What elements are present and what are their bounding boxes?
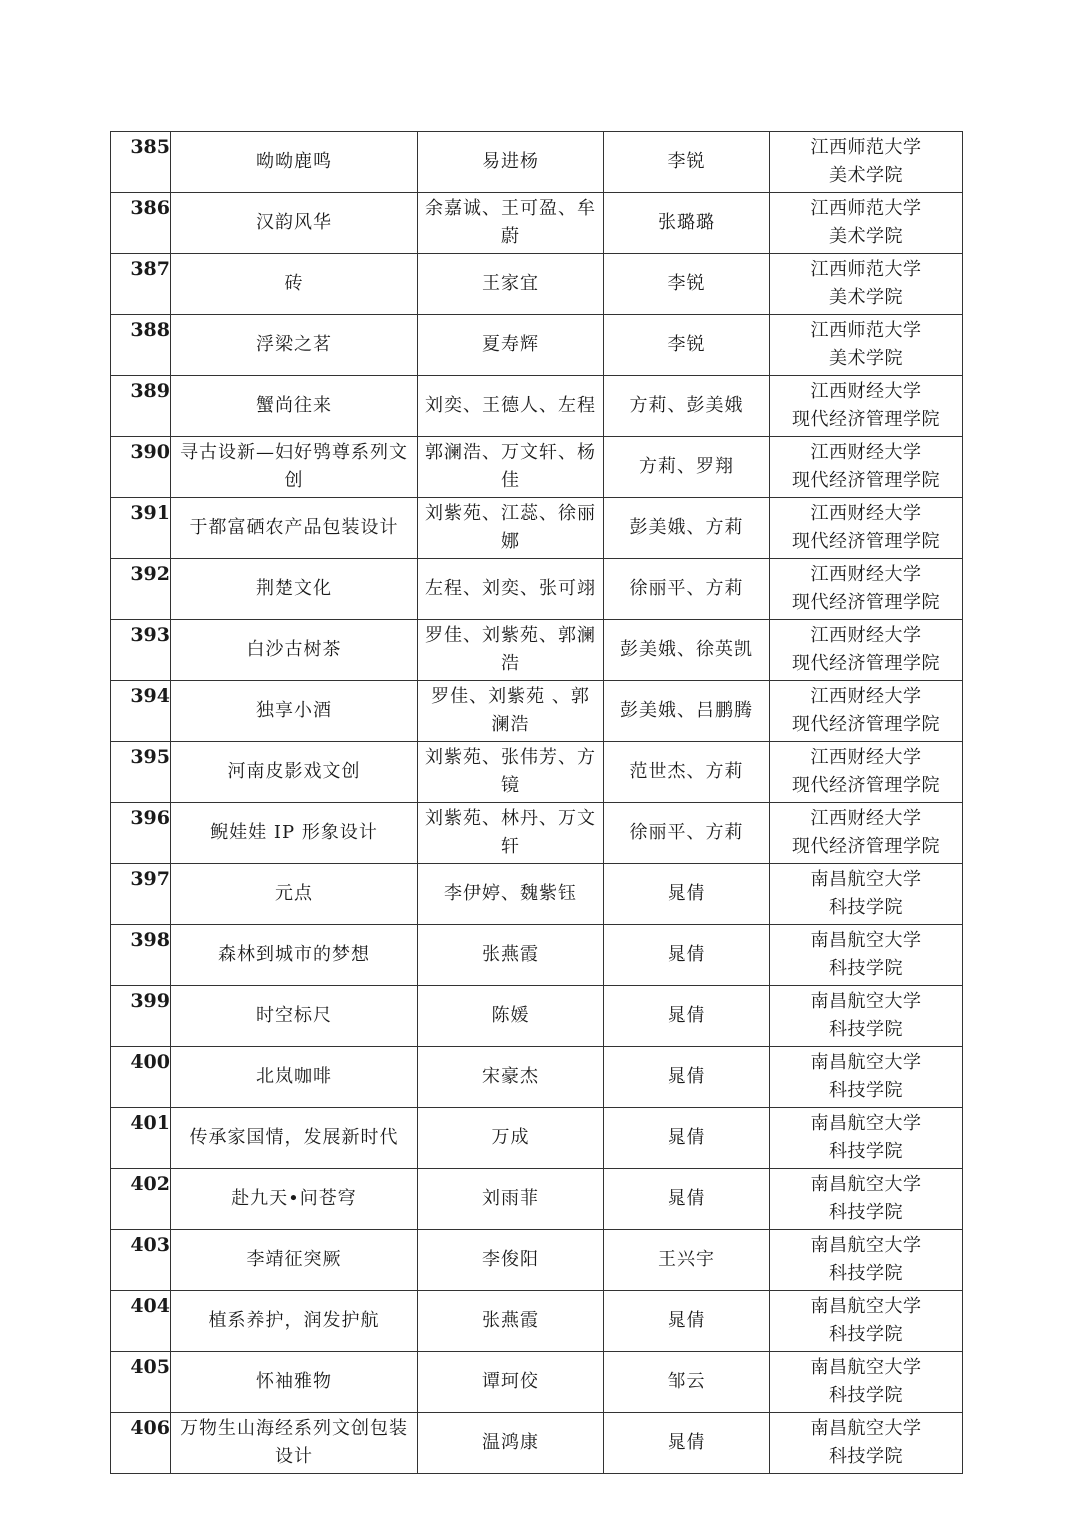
- organization-college: 美术学院: [829, 348, 903, 369]
- author-names: 刘雨菲: [418, 1169, 604, 1230]
- author-names: 宋豪杰: [418, 1047, 604, 1108]
- table-row: [111, 1413, 963, 1474]
- advisor-names: 晁倩: [604, 986, 770, 1047]
- entry-number: 397: [111, 864, 171, 925]
- author-names: 陈媛: [418, 986, 604, 1047]
- organization-college: 科技学院: [829, 1019, 903, 1040]
- advisor-names: 邹云: [604, 1352, 770, 1413]
- organization-college: 科技学院: [829, 1385, 903, 1406]
- work-title: 荆楚文化: [171, 559, 418, 620]
- work-title: 寻古设新—妇好鸮尊系列文创: [171, 437, 418, 498]
- organization: [770, 1169, 963, 1230]
- entry-number: 401: [111, 1108, 171, 1169]
- work-title: 植系养护，润发护航: [171, 1291, 418, 1352]
- advisor-names: 范世杰、方莉: [604, 742, 770, 803]
- organization: [770, 559, 963, 620]
- organization: [770, 132, 963, 193]
- author-names: 罗佳、刘紫苑、郭澜浩: [418, 620, 604, 681]
- entry-number: 390: [111, 437, 171, 498]
- advisor-names: 彭美娥、吕鹏腾: [604, 681, 770, 742]
- organization: [770, 376, 963, 437]
- work-title: 北岚咖啡: [171, 1047, 418, 1108]
- organization-college: 科技学院: [829, 1263, 903, 1284]
- table-row: [111, 193, 963, 254]
- organization: [770, 620, 963, 681]
- advisor-names: 李锐: [604, 254, 770, 315]
- organization-university: 江西财经大学: [810, 747, 922, 768]
- organization-college: 现代经济管理学院: [792, 775, 940, 796]
- organization-university: 南昌航空大学: [810, 1418, 922, 1439]
- author-names: 王家宜: [418, 254, 604, 315]
- author-names: 张燕霞: [418, 925, 604, 986]
- work-title: 白沙古树茶: [171, 620, 418, 681]
- entry-number: 403: [111, 1230, 171, 1291]
- organization-college: 科技学院: [829, 1080, 903, 1101]
- organization-university: 江西财经大学: [810, 503, 922, 524]
- organization-college: 科技学院: [829, 1202, 903, 1223]
- organization-college: 科技学院: [829, 1141, 903, 1162]
- advisor-names: 李锐: [604, 315, 770, 376]
- organization-college: 现代经济管理学院: [792, 470, 940, 491]
- organization-university: 江西财经大学: [810, 625, 922, 646]
- advisor-names: 晁倩: [604, 1047, 770, 1108]
- work-title: 呦呦鹿鸣: [171, 132, 418, 193]
- advisor-names: 方莉、彭美娥: [604, 376, 770, 437]
- table-row: [111, 803, 963, 864]
- organization-university: 江西师范大学: [810, 320, 922, 341]
- organization-university: 江西师范大学: [810, 137, 922, 158]
- author-names: 李伊婷、魏紫钰: [418, 864, 604, 925]
- advisor-names: 徐丽平、方莉: [604, 559, 770, 620]
- organization-college: 科技学院: [829, 1446, 903, 1467]
- table-row: [111, 132, 963, 193]
- organization: [770, 193, 963, 254]
- organization: [770, 864, 963, 925]
- advisor-names: 方莉、罗翔: [604, 437, 770, 498]
- author-names: 李俊阳: [418, 1230, 604, 1291]
- table-row: [111, 1169, 963, 1230]
- organization-college: 美术学院: [829, 226, 903, 247]
- organization: [770, 254, 963, 315]
- table-row: [111, 315, 963, 376]
- table-row: [111, 437, 963, 498]
- advisor-names: 晁倩: [604, 925, 770, 986]
- advisor-names: 李锐: [604, 132, 770, 193]
- entry-number: 398: [111, 925, 171, 986]
- entry-number: 402: [111, 1169, 171, 1230]
- work-title: 砖: [171, 254, 418, 315]
- advisor-names: 彭美娥、方莉: [604, 498, 770, 559]
- entry-number: 396: [111, 803, 171, 864]
- organization-college: 现代经济管理学院: [792, 653, 940, 674]
- table-row: [111, 1047, 963, 1108]
- organization-university: 南昌航空大学: [810, 1235, 922, 1256]
- organization: [770, 315, 963, 376]
- organization: [770, 1047, 963, 1108]
- advisor-names: 晁倩: [604, 1291, 770, 1352]
- entry-number: 399: [111, 986, 171, 1047]
- organization-university: 江西财经大学: [810, 442, 922, 463]
- organization-college: 现代经济管理学院: [792, 531, 940, 552]
- advisor-names: 晁倩: [604, 864, 770, 925]
- organization-university: 南昌航空大学: [810, 1296, 922, 1317]
- organization-college: 现代经济管理学院: [792, 714, 940, 735]
- work-title: 怀袖雅物: [171, 1352, 418, 1413]
- author-names: 刘紫苑、江蕊、徐丽娜: [418, 498, 604, 559]
- table-row: [111, 742, 963, 803]
- table-row: [111, 925, 963, 986]
- author-names: 万成: [418, 1108, 604, 1169]
- entry-number: 385: [111, 132, 171, 193]
- work-title: 元点: [171, 864, 418, 925]
- work-title: 时空标尺: [171, 986, 418, 1047]
- organization-college: 美术学院: [829, 287, 903, 308]
- table-row: [111, 620, 963, 681]
- organization: [770, 1352, 963, 1413]
- author-names: 余嘉诚、王可盈、牟蔚: [418, 193, 604, 254]
- organization-college: 美术学院: [829, 165, 903, 186]
- work-title: 于都富硒农产品包装设计: [171, 498, 418, 559]
- work-title: 万物生山海经系列文创包装设计: [171, 1413, 418, 1474]
- organization-university: 南昌航空大学: [810, 1357, 922, 1378]
- table-row: [111, 864, 963, 925]
- entry-number: 387: [111, 254, 171, 315]
- organization-college: 科技学院: [829, 897, 903, 918]
- organization: [770, 1108, 963, 1169]
- author-names: 郭澜浩、万文轩、杨佳: [418, 437, 604, 498]
- entry-number: 406: [111, 1413, 171, 1474]
- advisor-names: 王兴宇: [604, 1230, 770, 1291]
- organization-university: 南昌航空大学: [810, 930, 922, 951]
- work-title: 河南皮影戏文创: [171, 742, 418, 803]
- advisor-names: 晁倩: [604, 1108, 770, 1169]
- entry-number: 395: [111, 742, 171, 803]
- work-title: 赴九天•问苍穹: [171, 1169, 418, 1230]
- author-names: 罗佳、刘紫苑 、郭澜浩: [418, 681, 604, 742]
- organization: [770, 1291, 963, 1352]
- entry-number: 389: [111, 376, 171, 437]
- organization-college: 科技学院: [829, 958, 903, 979]
- organization: [770, 803, 963, 864]
- entry-number: 393: [111, 620, 171, 681]
- author-names: 谭珂佼: [418, 1352, 604, 1413]
- organization: [770, 1413, 963, 1474]
- table-row: [111, 986, 963, 1047]
- organization: [770, 1230, 963, 1291]
- table-row: [111, 254, 963, 315]
- organization-university: 南昌航空大学: [810, 1052, 922, 1073]
- entry-number: 388: [111, 315, 171, 376]
- organization-college: 现代经济管理学院: [792, 409, 940, 430]
- table-body: [111, 132, 963, 1474]
- author-names: 夏寿辉: [418, 315, 604, 376]
- organization: [770, 681, 963, 742]
- author-names: 刘紫苑、林丹、万文轩: [418, 803, 604, 864]
- table-row: [111, 1291, 963, 1352]
- work-title: 汉韵风华: [171, 193, 418, 254]
- table-row: [111, 1230, 963, 1291]
- work-title: 独享小酒: [171, 681, 418, 742]
- entry-number: 394: [111, 681, 171, 742]
- author-names: 温鸿康: [418, 1413, 604, 1474]
- organization-college: 科技学院: [829, 1324, 903, 1345]
- organization-university: 南昌航空大学: [810, 1113, 922, 1134]
- advisor-names: 徐丽平、方莉: [604, 803, 770, 864]
- work-title: 传承家国情，发展新时代: [171, 1108, 418, 1169]
- organization-university: 江西财经大学: [810, 808, 922, 829]
- author-names: 张燕霞: [418, 1291, 604, 1352]
- author-names: 刘奕、王德人、左程: [418, 376, 604, 437]
- work-title: 森林到城市的梦想: [171, 925, 418, 986]
- organization: [770, 925, 963, 986]
- award-list-table: [110, 131, 963, 1474]
- advisor-names: 张璐璐: [604, 193, 770, 254]
- organization-university: 江西师范大学: [810, 198, 922, 219]
- organization-college: 现代经济管理学院: [792, 836, 940, 857]
- advisor-names: 彭美娥、徐英凯: [604, 620, 770, 681]
- organization-college: 现代经济管理学院: [792, 592, 940, 613]
- author-names: 刘紫苑、张伟芳、方镜: [418, 742, 604, 803]
- table-row: [111, 376, 963, 437]
- entry-number: 404: [111, 1291, 171, 1352]
- table-row: [111, 681, 963, 742]
- organization-university: 江西财经大学: [810, 686, 922, 707]
- entry-number: 386: [111, 193, 171, 254]
- organization: [770, 986, 963, 1047]
- table-row: [111, 559, 963, 620]
- advisor-names: 晁倩: [604, 1169, 770, 1230]
- organization-university: 江西财经大学: [810, 381, 922, 402]
- work-title: 蟹尚往来: [171, 376, 418, 437]
- entry-number: 405: [111, 1352, 171, 1413]
- work-title: 浮梁之茗: [171, 315, 418, 376]
- organization-university: 南昌航空大学: [810, 991, 922, 1012]
- entry-number: 392: [111, 559, 171, 620]
- organization-university: 南昌航空大学: [810, 869, 922, 890]
- organization-university: 南昌航空大学: [810, 1174, 922, 1195]
- entry-number: 400: [111, 1047, 171, 1108]
- table-row: [111, 1108, 963, 1169]
- organization: [770, 498, 963, 559]
- work-title: 鲵娃娃 IP 形象设计: [171, 803, 418, 864]
- work-title: 李靖征突厥: [171, 1230, 418, 1291]
- table-row: [111, 1352, 963, 1413]
- author-names: 左程、刘奕、张可翊: [418, 559, 604, 620]
- organization-university: 江西师范大学: [810, 259, 922, 280]
- organization-university: 江西财经大学: [810, 564, 922, 585]
- table-row: [111, 498, 963, 559]
- author-names: 易进杨: [418, 132, 604, 193]
- organization: [770, 742, 963, 803]
- entry-number: 391: [111, 498, 171, 559]
- advisor-names: 晁倩: [604, 1413, 770, 1474]
- organization: [770, 437, 963, 498]
